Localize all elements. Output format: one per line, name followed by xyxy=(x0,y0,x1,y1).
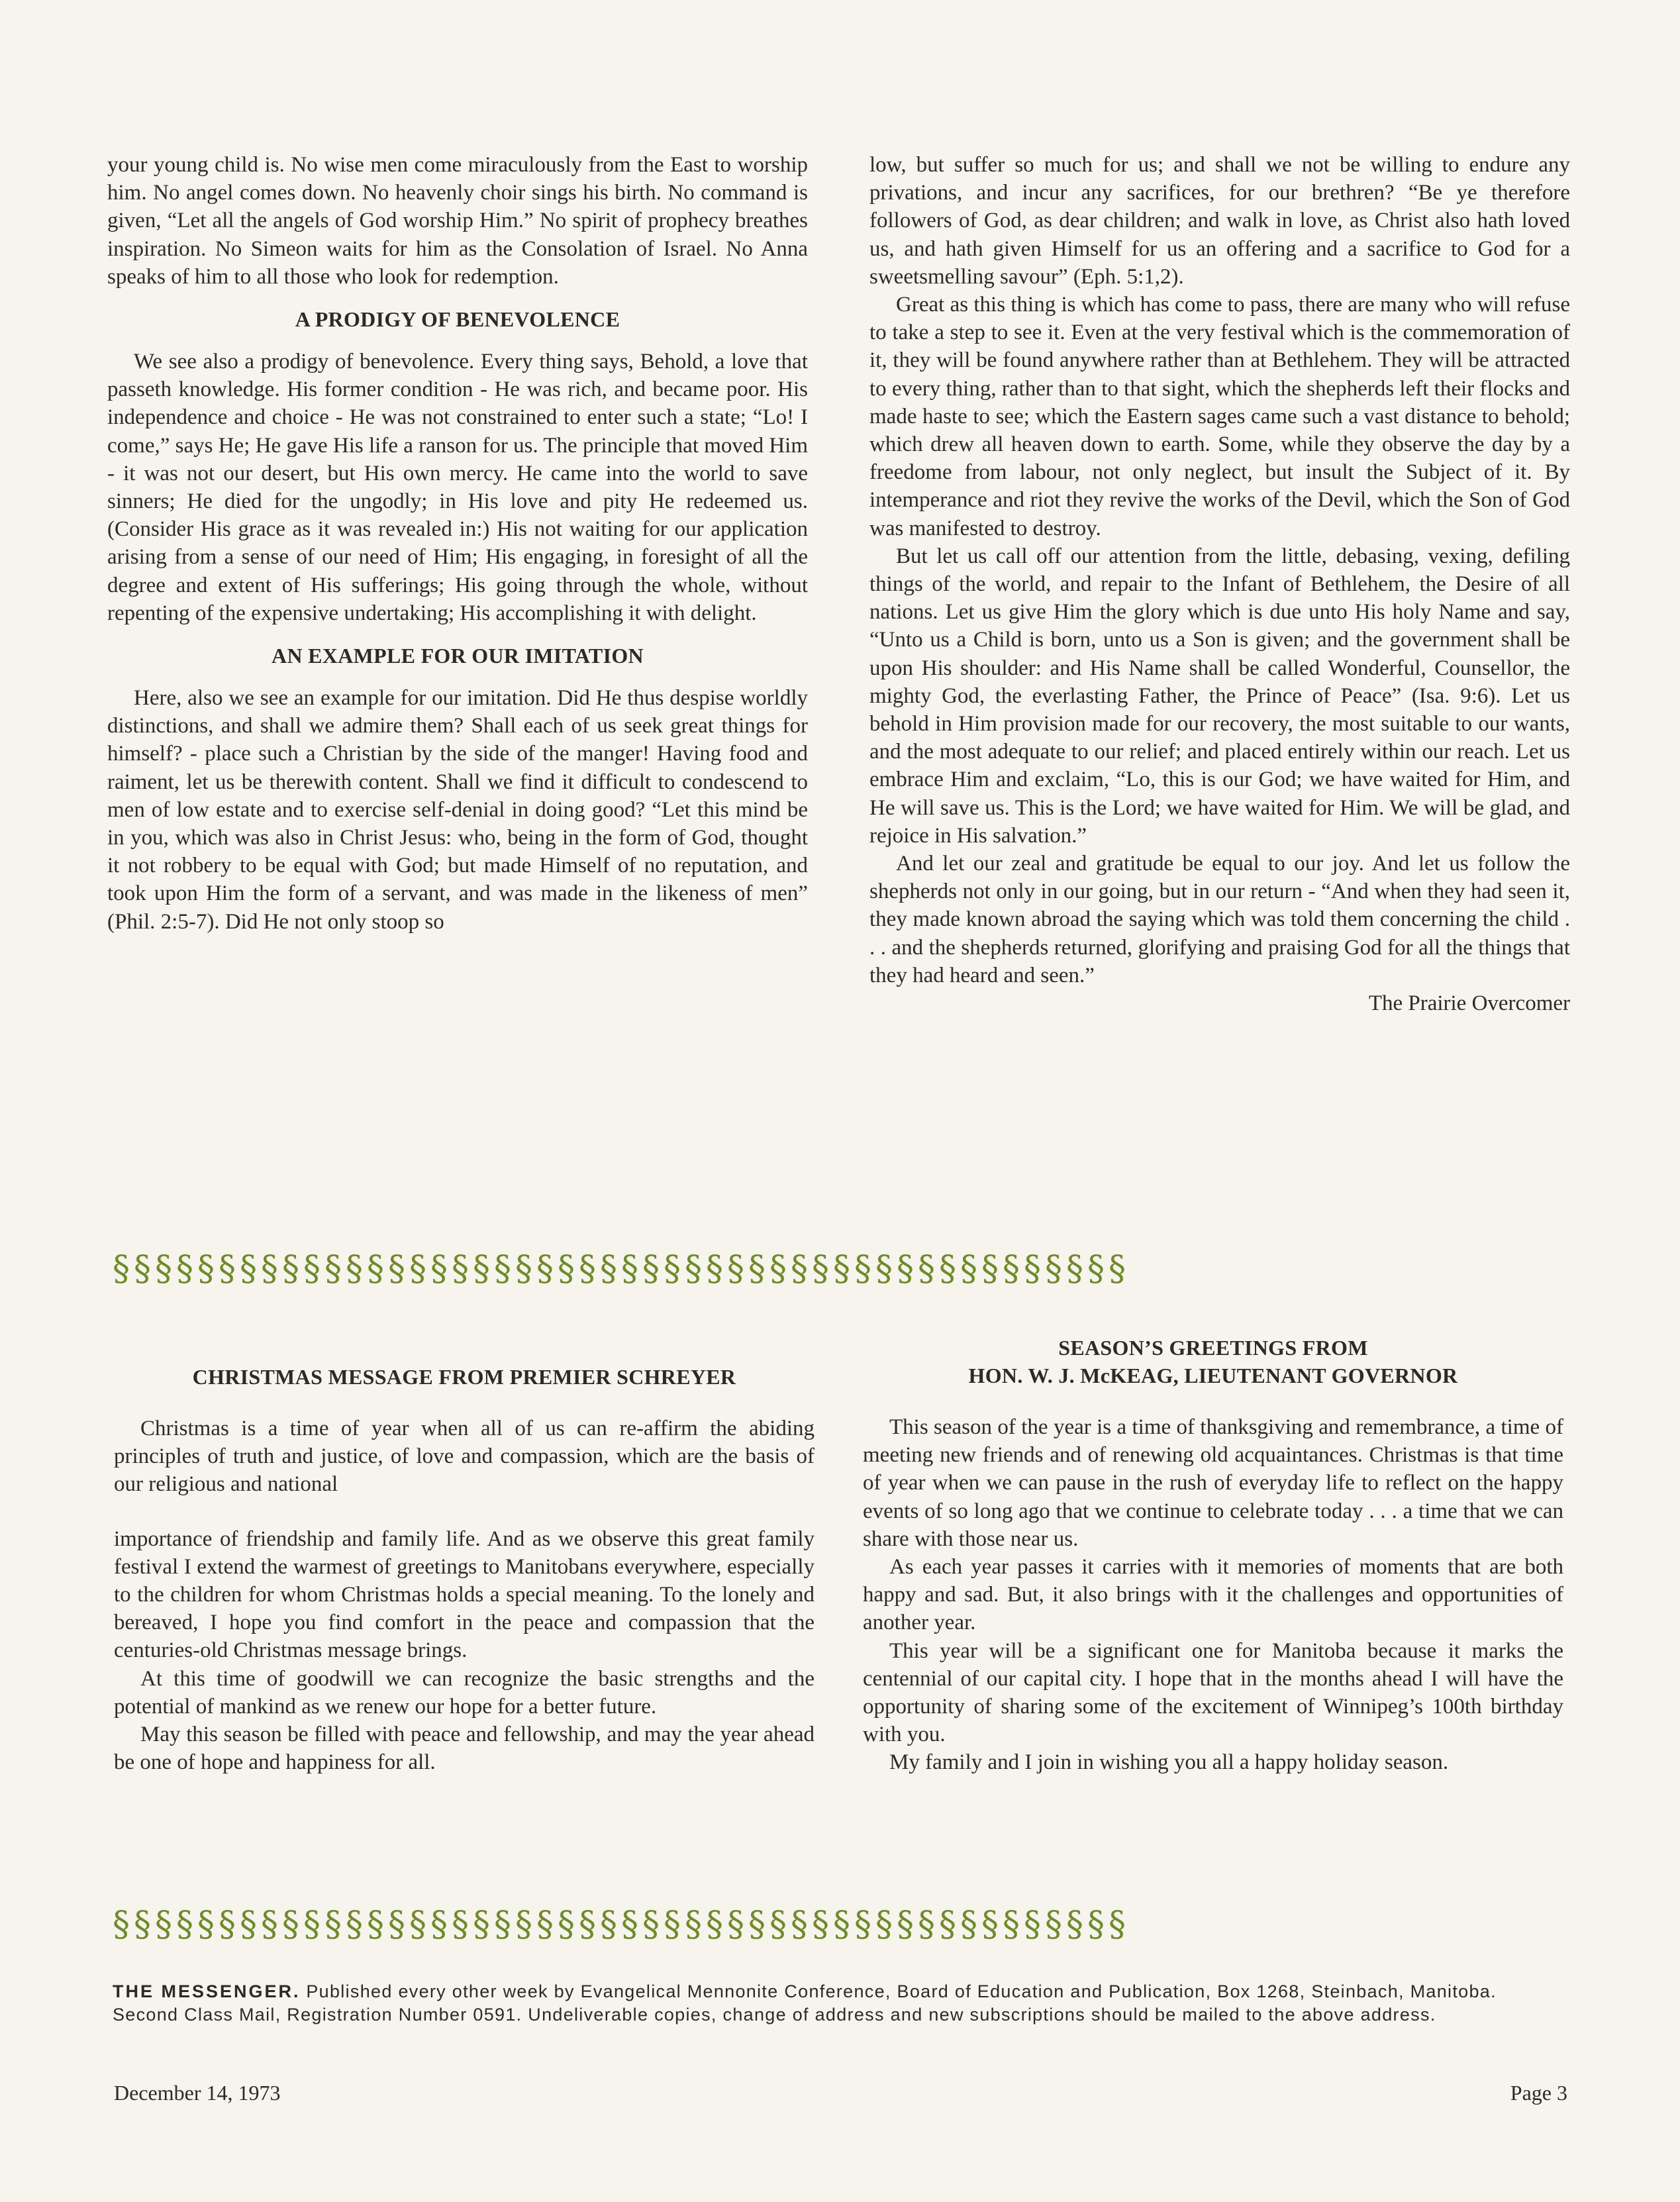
publication-name: THE MESSENGER. xyxy=(113,1981,301,2001)
publication-info: Published every other week by Evangelical Mennonite Conference, Board of Education and Publication, Box 1268, Steinbach, Manitoba. Second Class Mail, Registration Number 0591. Undeliverable copies, change of address and new subscriptions should be mailed to the above address. xyxy=(113,1981,1497,2025)
article-credit: The Prairie Overcomer xyxy=(1368,991,1570,1016)
top-left-column xyxy=(107,151,808,936)
governor-message-column xyxy=(863,1334,1563,1777)
decorative-border-bottom: §§§§§§§§§§§§§§§§§§§§§§§§§§§§§§§§§§§§§§§§§§§§§§§§ xyxy=(113,1906,1130,1943)
article-paragraph: Here, also we see an example for our imitation. Did He thus despise worldly distinctions, and shall we admire them? Shall each of us seek great things for himself? - place such a Christian by the side of the manger! Having food and raiment, let us be therewith content. Shall we find it difficult to condescend to men of low estate and to exercise self-denial in doing good? “Let this mind be in you, which was also in Christ Jesus: who, being in the form of God, thought it not robbery to be equal with God; but made Himself of no reputation, and took upon Him the form of a servant, and was made in the likeness of men” (Phil. 2:5-7). Did He not only stoop so xyxy=(107,686,808,934)
premier-paragraph: At this time of goodwill we can recognize the basic strengths and the potential of mankind as we renew our hope for a better future. xyxy=(114,1666,815,1719)
article-paragraph: We see also a prodigy of benevolence. Every thing says, Behold, a love that passeth knowledge. His former condition - He was rich, and became poor. His independence and choice - He was not constrained to enter such a state; “Lo! I come,” says He; He gave His life a ranson for us. The principle that moved Him - it was not our desert, but His own mercy. He came into the world to save sinners; He died for the ungodly; in His love and pity He redeemed us. (Consider His grace as it was revealed in:) His not waiting for our application arising from a sense of our need of Him; His engaging, in foresight of all the degree and extent of His sufferings; His going through the whole, without repenting of the expensive undertaking; His accomplishing it with delight. xyxy=(107,350,808,625)
governor-heading-line1: SEASON’S GREETINGS FROM xyxy=(1058,1336,1368,1360)
governor-paragraph: This season of the year is a time of thanksgiving and remembrance, a time of meeting new friends and of renewing old acquaintances. Christmas is that time of year when we can pause in the rush of everyday life to reflect on the happy events of so long ago that we continue to celebrate today . . . a time that we can share with those near us. xyxy=(863,1415,1563,1551)
governor-heading-line2: HON. W. J. McKEAG, LIEUTENANT GOVERNOR xyxy=(968,1364,1458,1387)
masthead-notice xyxy=(113,1980,1556,2027)
premier-paragraph: Christmas is a time of year when all of us can re-affirm the abiding principles of truth and justice, of love and compassion, which are the basis of our religious and national xyxy=(114,1417,815,1497)
issue-date: December 14, 1973 xyxy=(114,2081,281,2105)
governor-paragraph: My family and I join in wishing you all a happy holiday season. xyxy=(889,1750,1449,1775)
article-paragraph: low, but suffer so much for us; and shall we not be willing to endure any privations, and incur any sacrifices, for our brethren? “Be ye therefore followers of God, as dear children; and walk in love, as Christ also hath loved us, and hath given Himself for us an offering and a sacrifice to God for a sweetsmelling savour” (Eph. 5:1,2). xyxy=(869,153,1570,289)
article-paragraph: And let our zeal and gratitude be equal to our joy. And let us follow the shepherds not only in our going, but in our return - “And when they had seen it, they made known abroad the saying which was told them concerning the child . . . and the shepherds returned, glorifying and praising God for all the things that they had heard and seen.” xyxy=(869,852,1570,987)
governor-paragraph: This year will be a significant one for Manitoba because it marks the centennial of our capital city. I hope that in the months ahead I will have the opportunity of sharing some of the excitement of Winnipeg’s 100th birthday with you. xyxy=(863,1638,1563,1747)
section-heading: A PRODIGY OF BENEVOLENCE xyxy=(295,307,620,332)
governor-paragraph: As each year passes it carries with it memories of moments that are both happy and sad. But, it also brings with it the challenges and opportunities of another year. xyxy=(863,1555,1563,1635)
section-heading: AN EXAMPLE FOR OUR IMITATION xyxy=(272,644,644,668)
article-paragraph: your young child is. No wise men come miraculously from the East to worship him. No angel comes down. No heavenly choir sings his birth. No command is given, “Let all the angels of God worship Him.” No spirit of prophecy breathes inspiration. No Simeon waits for him as the Consolation of Israel. No Anna speaks of him to all those who look for redemption. xyxy=(107,153,808,289)
premier-paragraph: May this season be filled with peace and fellowship, and may the year ahead be one of hope and happiness for all. xyxy=(114,1723,815,1775)
page-number: Page 3 xyxy=(1510,2081,1567,2105)
article-paragraph: Great as this thing is which has come to pass, there are many who will refuse to take a step to see it. Even at the very festival which is the commemoration of it, they will be found anywhere rather than at Bethlehem. They will be attracted to every thing, rather than to that sight, which the shepherds left their flocks and made haste to see; which the Eastern sages came such a vast distance to behold; which drew all heaven down to earth. Some, while they observe the day by a freedome from labour, not only neglect, but insult the Subject of it. By intemperance and riot they revive the works of the Devil, which the Son of God was manifested to destroy. xyxy=(869,293,1570,540)
article-paragraph: But let us call off our attention from the little, debasing, vexing, defiling things of the world, and repair to the Infant of Bethlehem, the Desire of all nations. Let us give Him the glory which is due unto His holy Name and say, “Unto us a Child is born, unto us a Son is given; and the government shall be upon His shoulder: and His Name shall be called Wonderful, Counsellor, the mighty God, the everlasting Father, the Prince of Peace” (Isa. 9:6). Let us behold in Him provision made for our recovery, the most suitable to our wants, and the most adequate to our relief; and placed entirely within our reach. Let us embrace Him and exclaim, “Lo, this is our God; we have waited for Him, and He will save us. This is the Lord; we have waited for Him. We will be glad, and rejoice in His salvation.” xyxy=(869,544,1570,848)
premier-heading: CHRISTMAS MESSAGE FROM PREMIER SCHREYER xyxy=(192,1365,736,1389)
premier-message-column xyxy=(114,1363,815,1776)
premier-paragraph: importance of friendship and family life. And as we observe this great family festival I extend the warmest of greetings to Manitobans everywhere, especially to the children for whom Christmas holds a special meaning. To the lonely and bereaved, I hope you find comfort in the peace and compassion that the centuries-old Christmas message brings. xyxy=(114,1526,815,1663)
top-right-column xyxy=(869,151,1570,1017)
decorative-border-top: §§§§§§§§§§§§§§§§§§§§§§§§§§§§§§§§§§§§§§§§§§§§§§§§ xyxy=(113,1250,1130,1287)
